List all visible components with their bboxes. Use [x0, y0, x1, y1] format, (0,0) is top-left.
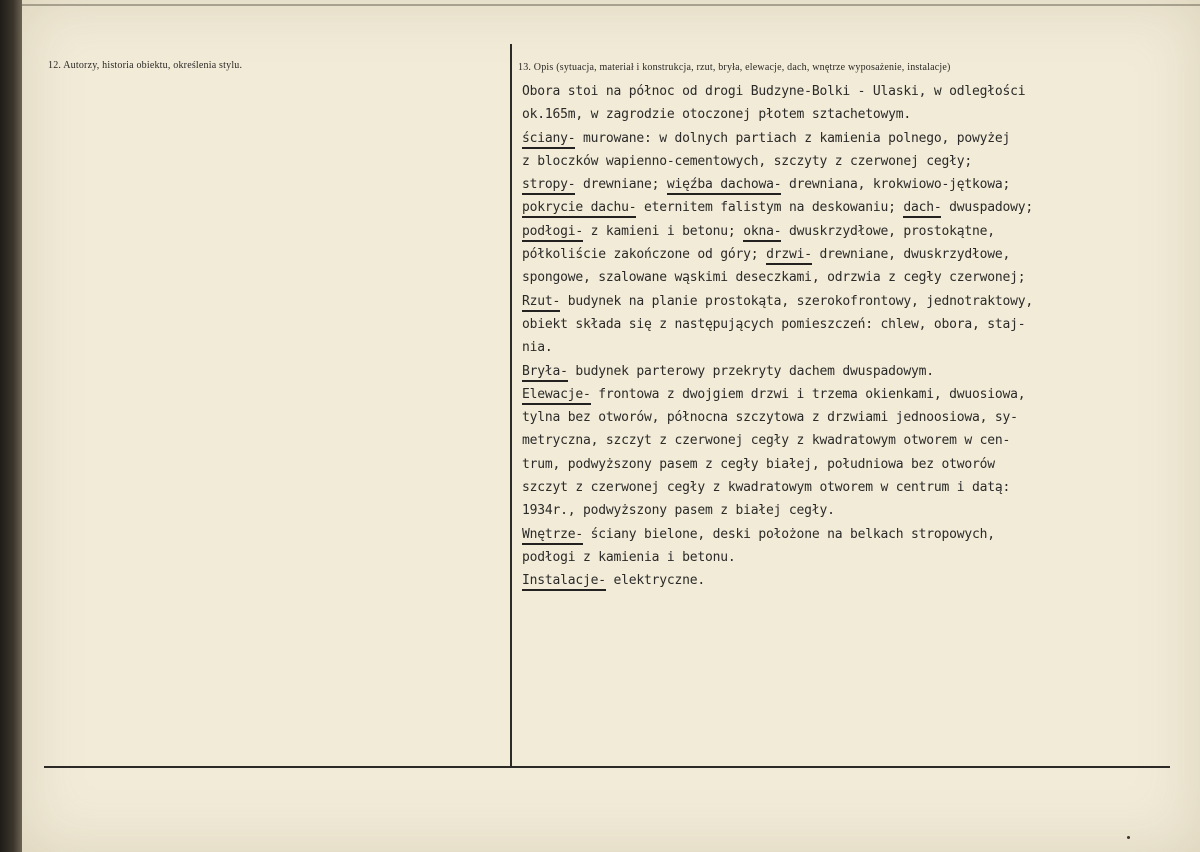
- description-line: [522, 127, 1198, 150]
- underlined-term: dach-: [903, 200, 941, 218]
- underlined-term: drzwi-: [766, 247, 812, 265]
- underlined-term: więźba dachowa-: [667, 177, 781, 195]
- line-text: podłogi z kamienia i betonu.: [522, 549, 736, 565]
- underlined-term: podłogi-: [522, 224, 583, 242]
- bottom-rule: [44, 766, 1170, 768]
- description-line: [522, 266, 1198, 289]
- field-12-label: 12. Autorzy, historia obiektu, określenia stylu.: [48, 60, 243, 71]
- description-line: [522, 173, 1198, 196]
- underlined-term: Bryła-: [522, 364, 568, 382]
- description-line: [522, 220, 1198, 243]
- description-line: [522, 546, 1198, 569]
- line-text: metryczna, szczyt z czerwonej cegły z kwadratowym otworem w cen-: [522, 433, 1011, 449]
- underlined-term: pokrycie dachu-: [522, 200, 636, 218]
- description-line: [522, 80, 1198, 103]
- line-text: ok.165m, w zagrodzie otoczonej płotem sztachetowym.: [522, 107, 911, 123]
- line-text: trum, podwyższony pasem z cegły białej, południowa bez otworów: [522, 456, 995, 472]
- field-13-label: 13. Opis (sytuacja, materiał i konstrukcja, rzut, bryła, elewacje, dach, wnętrze wyposażenie, instalacje): [518, 62, 951, 73]
- line-text: ściany bielone, deski położone na belkach stropowych,: [583, 526, 995, 542]
- line-text: drewniane, dwuskrzydłowe,: [811, 247, 1011, 263]
- description-line: [522, 453, 1198, 476]
- underlined-term: ściany-: [522, 131, 575, 149]
- underlined-term: Instalacje-: [522, 573, 606, 591]
- line-text: 1934r., podwyższony pasem z białej cegły.: [522, 503, 835, 519]
- underlined-term: Rzut-: [522, 294, 560, 312]
- description-line: [522, 429, 1198, 452]
- line-text: drewniana, krokwiowo-jętkowa;: [781, 177, 1011, 193]
- description-line: [522, 406, 1198, 429]
- line-text: eternitem falistym na deskowaniu;: [636, 200, 904, 216]
- line-text: murowane: w dolnych partiach z kamienia polnego, powyżej: [575, 130, 1011, 146]
- column-divider: [510, 44, 512, 766]
- underlined-term: okna-: [743, 224, 781, 242]
- line-text: tylna bez otworów, północna szczytowa z drzwiami jednoosiowa, sy-: [522, 410, 1018, 426]
- line-text: z bloczków wapienno-cementowych, szczyty z czerwonej cegły;: [522, 153, 972, 169]
- line-text: budynek parterowy przekryty dachem dwuspadowym.: [567, 363, 934, 379]
- line-text: elektryczne.: [605, 573, 706, 589]
- line-text: budynek na planie prostokąta, szerokofrontowy, jednotraktowy,: [560, 293, 1033, 309]
- description-line: [522, 313, 1198, 336]
- line-text: obiekt składa się z następujących pomieszczeń: chlew, obora, staj-: [522, 316, 1026, 332]
- description-text: [522, 80, 1198, 593]
- underlined-term: Elewacje-: [522, 387, 591, 405]
- line-text: szczyt z czerwonej cegły z kwadratowym otworem w centrum i datą:: [522, 480, 1011, 496]
- description-line: [522, 336, 1198, 359]
- line-text: frontowa z dwojgiem drzwi i trzema okienkami, dwuosiowa,: [590, 386, 1026, 402]
- ink-speck: [1127, 836, 1130, 839]
- line-text: z kamieni i betonu;: [583, 223, 744, 239]
- line-text: dwuskrzydłowe, prostokątne,: [781, 223, 995, 239]
- description-line: [522, 476, 1198, 499]
- description-line: [522, 290, 1198, 313]
- description-line: [522, 243, 1198, 266]
- underlined-term: Wnętrze-: [522, 527, 583, 545]
- description-line: [522, 150, 1198, 173]
- line-text: spongowe, szalowane wąskimi deseczkami, odrzwia z cegły czerwonej;: [522, 270, 1026, 286]
- description-line: [522, 499, 1198, 522]
- scan-edge: [0, 0, 22, 852]
- description-line: [522, 523, 1198, 546]
- line-text: dwuspadowy;: [941, 200, 1034, 216]
- line-text: drewniane;: [575, 177, 667, 193]
- top-rule: [22, 4, 1200, 6]
- description-line: [522, 196, 1198, 219]
- line-text: nia.: [522, 340, 553, 356]
- description-line: [522, 383, 1198, 406]
- description-line: [522, 103, 1198, 126]
- description-line: [522, 360, 1198, 383]
- underlined-term: stropy-: [522, 177, 575, 195]
- line-text: półkoliście zakończone od góry;: [522, 247, 767, 263]
- line-text: Obora stoi na północ od drogi Budzyne-Bolki - Ulaski, w odległości: [522, 84, 1026, 99]
- description-line: [522, 569, 1198, 592]
